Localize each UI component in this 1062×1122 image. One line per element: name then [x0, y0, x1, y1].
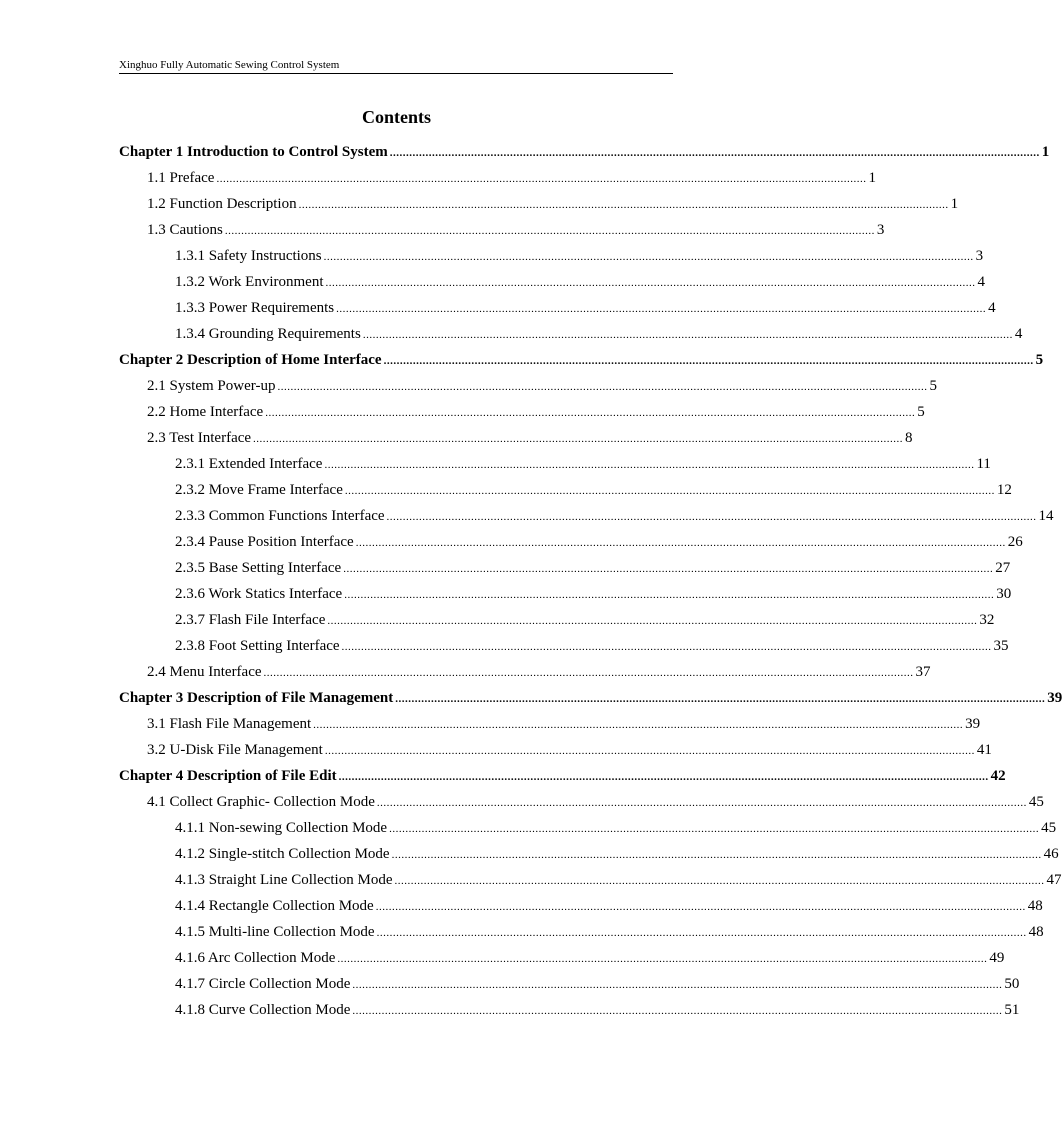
toc-entry-title: 4.1.2 Single-stitch Collection Mode: [175, 846, 390, 862]
toc-entry-page-number: 35: [993, 638, 1009, 654]
toc-entry-title: 4.1.3 Straight Line Collection Mode: [175, 872, 393, 888]
toc-entry-page-number: 47: [1046, 872, 1062, 888]
toc-dot-leader: ........................................................................................................................................................................................................: [336, 303, 987, 315]
toc-entry-page-number: 1: [950, 196, 959, 212]
header-text: Xinghuo Fully Automatic Sewing Control System: [119, 59, 340, 71]
toc-section-entry[interactable]: [119, 971, 1020, 997]
toc-entry-page-number: 4: [988, 300, 996, 316]
toc-entry-title: Chapter 2 Description of Home Interface: [119, 352, 382, 368]
toc-dot-leader: ........................................................................................................................................................................................................: [253, 433, 904, 445]
toc-entry-page-number: 5: [1035, 352, 1044, 368]
toc-entry-page-number: 11: [976, 456, 991, 472]
toc-entry-title: 1.3 Cautions: [147, 222, 223, 238]
toc-dot-leader: ........................................................................................................................................................................................................: [395, 693, 1046, 705]
toc-entry-title: Chapter 4 Description of File Edit: [119, 768, 337, 784]
toc-entry-page-number: 26: [1007, 534, 1023, 550]
toc-entry-page-number: 32: [979, 612, 995, 628]
toc-dot-leader: ........................................................................................................................................................................................................: [324, 745, 975, 757]
toc-dot-leader: ........................................................................................................................................................................................................: [355, 537, 1006, 549]
toc-section-entry[interactable]: [119, 633, 1009, 659]
toc-entry-title: 1.3.2 Work Environment: [175, 274, 324, 290]
toc-entry-title: 4.1.1 Non-sewing Collection Mode: [175, 820, 388, 836]
toc-section-entry[interactable]: [119, 451, 991, 477]
toc-entry-title: 2.4 Menu Interface: [147, 664, 262, 680]
toc-dot-leader: ........................................................................................................................................................................................................: [375, 901, 1026, 913]
toc-section-entry[interactable]: [119, 191, 959, 217]
toc-entry-title: 4.1.4 Rectangle Collection Mode: [175, 898, 374, 914]
toc-section-entry[interactable]: [119, 243, 984, 269]
toc-dot-leader: ........................................................................................................................................................................................................: [224, 225, 875, 237]
toc-entry-title: 2.3.1 Extended Interface: [175, 456, 323, 472]
toc-entry-title: 1.3.4 Grounding Requirements: [175, 326, 361, 342]
toc-chapter-entry[interactable]: [119, 347, 1044, 373]
toc-dot-leader: ........................................................................................................................................................................................................: [216, 173, 867, 185]
toc-section-entry[interactable]: [119, 425, 913, 451]
toc-entry-page-number: 46: [1043, 846, 1059, 862]
toc-section-entry[interactable]: [119, 893, 1043, 919]
toc-section-entry[interactable]: [119, 477, 1012, 503]
toc-section-entry[interactable]: [119, 165, 876, 191]
page-title: Contents: [361, 107, 431, 127]
toc-dot-leader: ........................................................................................................................................................................................................: [337, 953, 988, 965]
toc-entry-page-number: 50: [1004, 976, 1020, 992]
toc-entry-page-number: 12: [996, 482, 1012, 498]
toc-entry-title: 2.3.7 Flash File Interface: [175, 612, 326, 628]
toc-dot-leader: ........................................................................................................................................................................................................: [389, 823, 1040, 835]
toc-entry-page-number: 14: [1038, 508, 1054, 524]
toc-entry-page-number: 1: [868, 170, 876, 186]
toc-section-entry[interactable]: [119, 399, 925, 425]
toc-section-entry[interactable]: [119, 503, 1054, 529]
toc-dot-leader: ........................................................................................................................................................................................................: [383, 355, 1034, 367]
toc-dot-leader: ........................................................................................................................................................................................................: [313, 719, 964, 731]
toc-entry-title: 1.2 Function Description: [147, 196, 297, 212]
toc-entry-title: 2.2 Home Interface: [147, 404, 264, 420]
toc-entry-title: 2.3.5 Base Setting Interface: [175, 560, 342, 576]
toc-entry-page-number: 1: [1041, 144, 1050, 160]
toc-dot-leader: ........................................................................................................................................................................................................: [394, 875, 1045, 887]
toc-entry-title: 2.3.8 Foot Setting Interface: [175, 638, 340, 654]
toc-section-entry[interactable]: [119, 529, 1023, 555]
toc-dot-leader: ........................................................................................................................................................................................................: [362, 329, 1013, 341]
toc-entry-page-number: 45: [1041, 820, 1057, 836]
toc-entry-title: 4.1.5 Multi-line Collection Mode: [175, 924, 375, 940]
toc-section-entry[interactable]: [119, 945, 1005, 971]
toc-section-entry[interactable]: [119, 841, 1059, 867]
toc-dot-leader: ........................................................................................................................................................................................................: [341, 641, 992, 653]
toc-entry-title: 2.3.4 Pause Position Interface: [175, 534, 354, 550]
toc-entry-title: Chapter 3 Description of File Management: [119, 690, 394, 706]
toc-entry-title: 3.1 Flash File Management: [147, 716, 312, 732]
toc-section-entry[interactable]: [119, 997, 1020, 1023]
toc-section-entry[interactable]: [119, 581, 1012, 607]
toc-entry-page-number: 4: [1014, 326, 1023, 342]
toc-entry-title: 1.1 Preface: [147, 170, 215, 186]
toc-entry-page-number: 51: [1004, 1002, 1020, 1018]
toc-dot-leader: ........................................................................................................................................................................................................: [386, 511, 1037, 523]
toc-chapter-entry[interactable]: [119, 763, 1006, 789]
toc-entry-page-number: 3: [975, 248, 984, 264]
toc-entry-page-number: 45: [1028, 794, 1044, 810]
toc-entry-title: 4.1 Collect Graphic- Collection Mode: [147, 794, 375, 810]
toc-entry-title: 4.1.8 Curve Collection Mode: [175, 1002, 351, 1018]
toc-dot-leader: ........................................................................................................................................................................................................: [391, 849, 1042, 861]
toc-entry-title: 1.3.3 Power Requirements: [175, 300, 335, 316]
toc-entry-page-number: 39: [965, 716, 981, 732]
toc-entry-page-number: 49: [989, 950, 1005, 966]
toc-dot-leader: ........................................................................................................................................................................................................: [265, 407, 916, 419]
toc-section-entry[interactable]: [119, 269, 985, 295]
toc-dot-leader: ........................................................................................................................................................................................................: [344, 589, 995, 601]
toc-entry-title: 2.3.6 Work Statics Interface: [175, 586, 343, 602]
toc-entry-page-number: 3: [876, 222, 885, 238]
toc-dot-leader: ........................................................................................................................................................................................................: [376, 927, 1027, 939]
toc-section-entry[interactable]: [119, 217, 885, 243]
toc-section-entry[interactable]: [119, 789, 1044, 815]
toc-entry-title: 4.1.7 Circle Collection Mode: [175, 976, 351, 992]
toc-chapter-entry[interactable]: [119, 685, 1062, 711]
toc-dot-leader: ........................................................................................................................................................................................................: [389, 147, 1040, 159]
toc-entry-page-number: 41: [976, 742, 992, 758]
toc-dot-leader: ........................................................................................................................................................................................................: [325, 277, 976, 289]
toc-dot-leader: ........................................................................................................................................................................................................: [324, 459, 975, 471]
toc-dot-leader: ........................................................................................................................................................................................................: [298, 199, 949, 211]
toc-dot-leader: ........................................................................................................................................................................................................: [327, 615, 978, 627]
toc-dot-leader: ........................................................................................................................................................................................................: [343, 563, 994, 575]
toc-entry-title: 3.2 U-Disk File Management: [147, 742, 323, 758]
toc-dot-leader: ........................................................................................................................................................................................................: [263, 667, 914, 679]
table-of-contents: [119, 139, 1062, 1023]
toc-section-entry[interactable]: [119, 373, 937, 399]
toc-section-entry[interactable]: [119, 737, 992, 763]
toc-entry-page-number: 48: [1028, 924, 1044, 940]
toc-section-entry[interactable]: [119, 321, 1023, 347]
toc-entry-title: 4.1.6 Arc Collection Mode: [175, 950, 336, 966]
toc-entry-page-number: 5: [929, 378, 937, 394]
toc-dot-leader: ........................................................................................................................................................................................................: [376, 797, 1027, 809]
toc-dot-leader: ........................................................................................................................................................................................................: [338, 771, 989, 783]
toc-section-entry[interactable]: [119, 555, 1011, 581]
toc-entry-page-number: 27: [995, 560, 1011, 576]
toc-section-entry[interactable]: [119, 815, 1057, 841]
toc-section-entry[interactable]: [119, 867, 1062, 893]
toc-chapter-entry[interactable]: [119, 139, 1050, 165]
running-header: [119, 57, 673, 74]
toc-entry-title: Chapter 1 Introduction to Control System: [119, 144, 388, 160]
toc-entry-page-number: 48: [1027, 898, 1043, 914]
toc-section-entry[interactable]: [119, 659, 931, 685]
toc-dot-leader: ........................................................................................................................................................................................................: [352, 1005, 1003, 1017]
toc-entry-page-number: 4: [977, 274, 985, 290]
toc-entry-page-number: 37: [915, 664, 931, 680]
toc-dot-leader: ........................................................................................................................................................................................................: [352, 979, 1003, 991]
toc-entry-title: 2.1 System Power-up: [147, 378, 276, 394]
toc-section-entry[interactable]: [119, 295, 996, 321]
toc-entry-page-number: 39: [1047, 690, 1062, 706]
toc-entry-title: 2.3.3 Common Functions Interface: [175, 508, 385, 524]
toc-entry-title: 1.3.1 Safety Instructions: [175, 248, 322, 264]
toc-entry-title: 2.3.2 Move Frame Interface: [175, 482, 343, 498]
toc-dot-leader: ........................................................................................................................................................................................................: [344, 485, 995, 497]
toc-entry-title: 2.3 Test Interface: [147, 430, 252, 446]
toc-section-entry[interactable]: [119, 919, 1044, 945]
toc-entry-page-number: 8: [905, 430, 913, 446]
toc-dot-leader: ........................................................................................................................................................................................................: [277, 381, 928, 393]
toc-entry-page-number: 42: [990, 768, 1006, 784]
toc-entry-page-number: 30: [996, 586, 1012, 602]
toc-section-entry[interactable]: [119, 607, 995, 633]
toc-section-entry[interactable]: [119, 711, 981, 737]
toc-dot-leader: ........................................................................................................................................................................................................: [323, 251, 974, 263]
toc-entry-page-number: 5: [917, 404, 925, 420]
